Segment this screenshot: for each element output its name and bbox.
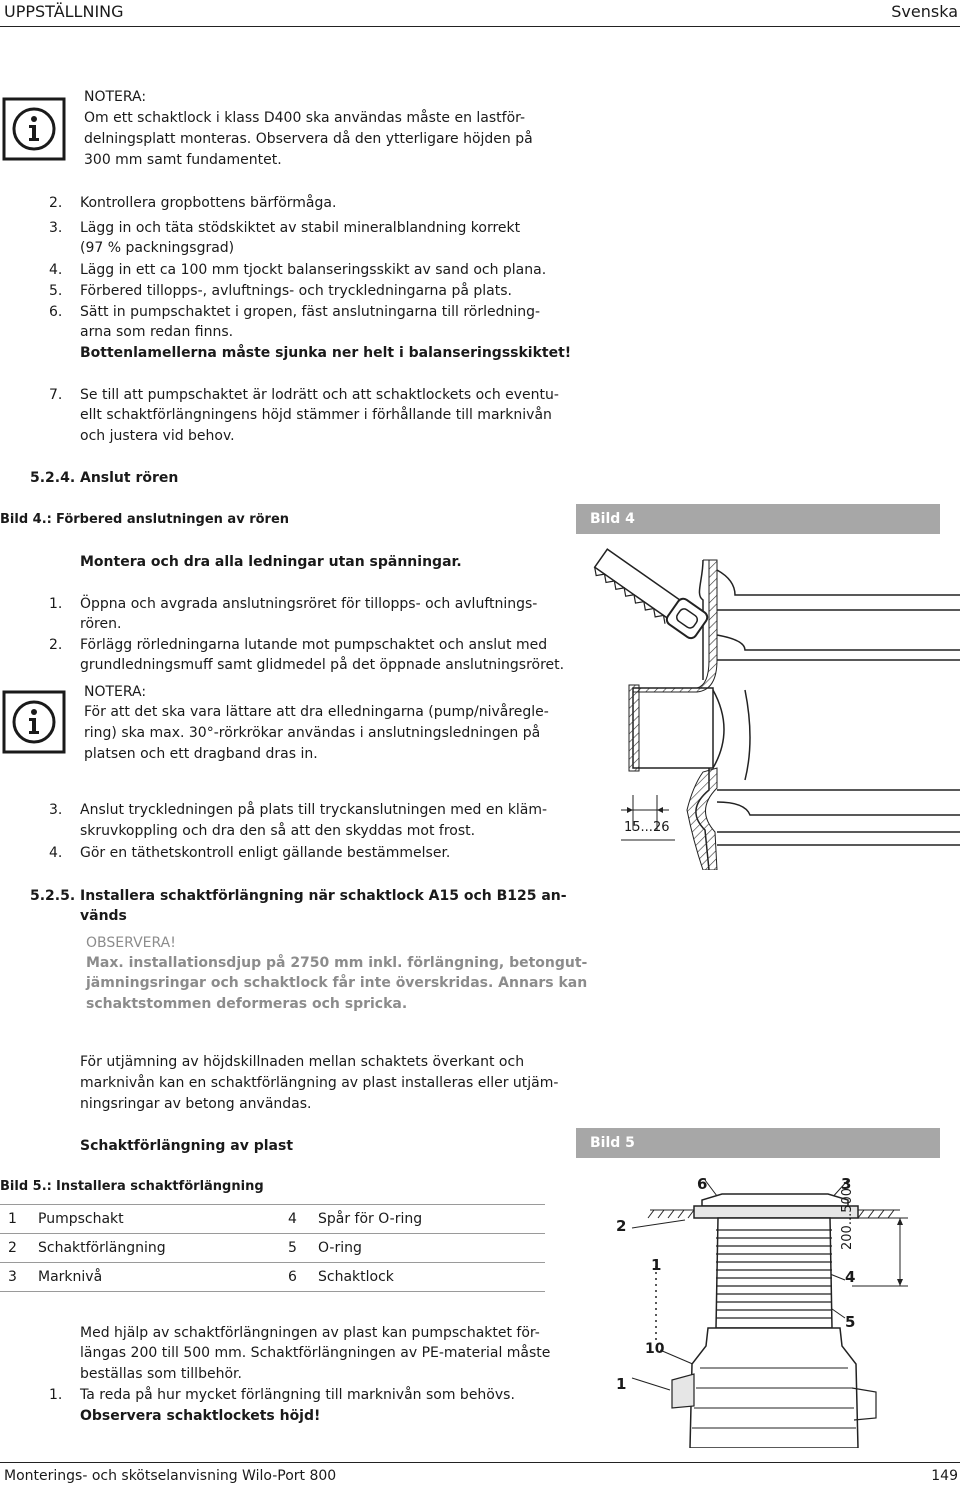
warning-text: Montera och dra alla ledningar utan spänningar. xyxy=(80,554,462,570)
footer-manual: Monterings- och skötselanvisning Wilo-Port 800 xyxy=(4,1468,337,1484)
section-title: Installera schaktförlängning när schaktlock A15 och B125 an- xyxy=(80,888,567,904)
subheading: Schaktförlängning av plast xyxy=(80,1138,294,1154)
paragraph-line: ningsringar av betong användas. xyxy=(80,1096,312,1112)
note1-line: delningsplatt monteras. Observera då den ytterligare höjden på xyxy=(84,131,533,147)
footer-page-number: 149 xyxy=(931,1468,958,1484)
note1-line: Om ett schaktlock i klass D400 ska användas måste en lastför- xyxy=(84,110,526,126)
fig5-label: 6 xyxy=(697,1175,708,1193)
figure-caption: Bild 5.: Installera schaktförlängning xyxy=(0,1179,264,1194)
fig5-label: 3 xyxy=(841,1175,852,1193)
section-title-cont: vänds xyxy=(80,908,127,924)
figure-bar: Bild 4 xyxy=(576,504,940,534)
note2-line: För att det ska vara lättare att dra elledningarna (pump/nivåregle- xyxy=(84,704,549,720)
paragraph-line: beställas som tillbehör. xyxy=(80,1366,242,1382)
fig5-label: 5 xyxy=(845,1313,856,1331)
section-number: 5.2.5. xyxy=(30,888,76,904)
fig5-label: 2 xyxy=(616,1217,627,1235)
note2-line: platsen och ett dragband dras in. xyxy=(84,746,318,762)
fig5-label: 1 xyxy=(651,1256,662,1274)
figure-caption: Bild 4.: Förbered anslutningen av rören xyxy=(0,512,290,527)
header-rule xyxy=(0,26,960,27)
table-row: 3 Marknivå 6 Schaktlock xyxy=(0,1263,545,1292)
note2-label: NOTERA: xyxy=(84,684,147,700)
caution-line: Max. installationsdjup på 2750 mm inkl. förlängning, betongut- xyxy=(86,955,588,971)
fig5-dimension-label: 200...500 xyxy=(840,1187,855,1250)
paragraph-line: marknivån kan en schaktförlängning av plast installeras eller utjäm- xyxy=(80,1075,559,1091)
note1-label: NOTERA: xyxy=(84,89,147,105)
paragraph-line: För utjämning av höjdskillnaden mellan schaktets överkant och xyxy=(80,1054,525,1070)
footer-rule xyxy=(0,1462,960,1463)
info-icon xyxy=(2,97,66,161)
fig5-label: 10 xyxy=(645,1341,665,1357)
section-title: Anslut rören xyxy=(80,470,179,486)
info-icon xyxy=(2,690,66,754)
paragraph-line: Med hjälp av schaktförlängningen av plast kan pumpschaktet för- xyxy=(80,1325,540,1341)
fig5-label: 4 xyxy=(845,1268,856,1286)
header-language: Svenska xyxy=(891,2,958,21)
table-row: 1 Pumpschakt 4 Spår för O-ring xyxy=(0,1205,545,1234)
section-number: 5.2.4. xyxy=(30,470,76,486)
header-section: UPPSTÄLLNING xyxy=(4,2,124,21)
figure-bar: Bild 5 xyxy=(576,1128,940,1158)
paragraph-line: längas 200 till 500 mm. Schaktförlängningen av PE-material måste xyxy=(80,1345,551,1361)
fig4-dimension-label: 15...26 xyxy=(624,820,670,835)
legend-table xyxy=(0,1204,545,1292)
caution-line: schaktstommen deformeras och spricka. xyxy=(86,996,408,1012)
table-row: 2 Schaktförlängning 5 O-ring xyxy=(0,1234,545,1263)
note2-line: ring) ska max. 30°-rörkrökar användas i anslutningsledningen på xyxy=(84,725,541,741)
caution-line: jämningsringar och schaktlock får inte överskridas. Annars kan xyxy=(86,975,588,991)
caution-label: OBSERVERA! xyxy=(86,935,176,951)
fig5-label: 1 xyxy=(616,1375,627,1393)
note1-line: 300 mm samt fundamentet. xyxy=(84,152,282,168)
figure-5-drawing xyxy=(590,1168,930,1448)
